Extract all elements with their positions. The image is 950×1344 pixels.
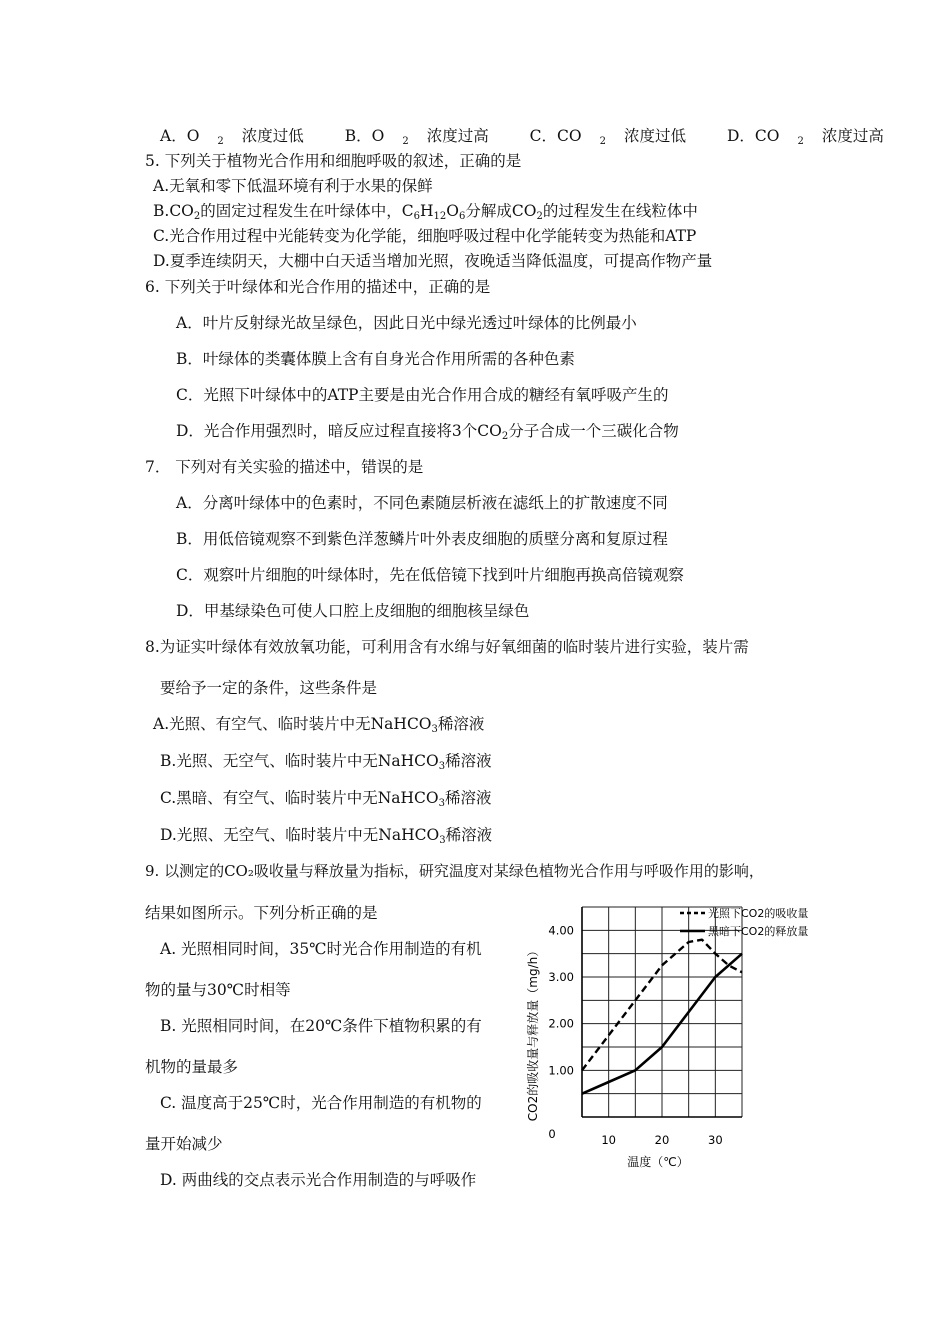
- q9-option-a-line2: 物的量与30℃时相等: [145, 981, 291, 999]
- q6-option-c: C．光照下叶绿体中的ATP主要是由光合作用合成的糖经有氧呼吸产生的: [176, 386, 669, 404]
- q4-options: [160, 126, 920, 152]
- y-tick-label: 1.00: [548, 1063, 574, 1078]
- x-tick-label: 20: [654, 1133, 670, 1147]
- q7-option-b: B．用低倍镜观察不到紫色洋葱鳞片叶外表皮细胞的质壁分离和复原过程: [176, 530, 668, 548]
- q4-option-a: A．O $_2$ 浓度过低: [160, 127, 304, 147]
- q5-option-b: $B.CO_2$的固定过程发生在叶绿体中，$C_6H_{12}O_6$分解成$CO_2$的过程发生在线粒体中: [153, 202, 698, 222]
- x-axis-label: 温度（℃）: [627, 1155, 689, 1169]
- y-axis-label: CO2的吸收量与释放量（mg/h）: [526, 944, 540, 1122]
- x-tick-label: 10: [601, 1133, 616, 1147]
- y-tick-label: 4.00: [548, 923, 574, 938]
- origin-label: 0: [548, 1127, 556, 1141]
- q8-option-a: A.光照、有空气、临时装片中无NaHCO$_3$稀溶液: [153, 715, 485, 735]
- x-tick-label: 30: [708, 1133, 723, 1147]
- q6-option-b: B．叶绿体的类囊体膜上含有自身光合作用所需的各种色素: [176, 350, 575, 368]
- q7-stem: 7． 下列对有关实验的描述中，错误的是: [145, 458, 424, 476]
- q4-option-c: C．CO $_2$ 浓度过低: [529, 127, 686, 147]
- q9-option-c-line2: 量开始减少: [145, 1135, 223, 1153]
- q7-option-c: C．观察叶片细胞的叶绿体时，先在低倍镜下找到叶片细胞再换高倍镜观察: [176, 566, 684, 584]
- q5-option-c: C.光合作用过程中光能转变为化学能，细胞呼吸过程中化学能转变为热能和ATP: [153, 227, 697, 245]
- q9-stem-line1: 9. 以测定的CO₂吸收量与释放量为指标，研究温度对某绿色植物光合作用与呼吸作用的影响，: [145, 862, 764, 880]
- y-tick-label: 3.00: [548, 970, 574, 984]
- q9-stem-line2: 结果如图所示。下列分析正确的是: [145, 904, 378, 922]
- q7-option-a: A．分离叶绿体中的色素时，不同色素随层析液在滤纸上的扩散速度不同: [176, 494, 668, 512]
- q9-option-d-line1: D. 两曲线的交点表示光合作用制造的与呼吸作: [160, 1171, 477, 1189]
- legend-label: 黑暗下CO2的释放量: [708, 925, 809, 938]
- q6-option-d: D．光合作用强烈时，暗反应过程直接将3个$CO_2$分子合成一个三碳化合物: [176, 422, 679, 442]
- q8-stem-line2: 要给予一定的条件，这些条件是: [160, 679, 378, 697]
- q6-option-a: A．叶片反射绿光故呈绿色，因此日光中绿光透过叶绿体的比例最小: [176, 314, 637, 332]
- q9-option-b-line2: 机物的量最多: [145, 1058, 239, 1076]
- q8-option-c: C.黑暗、有空气、临时装片中无NaHCO$_3$稀溶液: [160, 789, 492, 809]
- chart-legend: [680, 906, 808, 938]
- q5-stem: 5. 下列关于植物光合作用和细胞呼吸的叙述，正确的是: [145, 152, 522, 170]
- temperature-co2-chart: [510, 895, 830, 1185]
- q9-option-b-line1: B. 光照相同时间，在20℃条件下植物积累的有: [160, 1017, 482, 1035]
- q5-option-a: A.无氧和零下低温环境有利于水果的保鲜: [153, 177, 433, 195]
- q7-option-d: D．甲基绿染色可使人口腔上皮细胞的细胞核呈绿色: [176, 602, 530, 620]
- q8-option-d: D.光照、无空气、临时装片中无NaHCO$_3$稀溶液: [160, 826, 493, 846]
- legend-label: 光照下CO2的吸收量: [708, 907, 809, 920]
- q9-option-a-line1: A. 光照相同时间，35℃时光合作用制造的有机: [160, 940, 482, 958]
- y-tick-label: 2.00: [548, 1016, 574, 1031]
- q8-stem-line1: 8.为证实叶绿体有效放氧功能，可利用含有水绵与好氧细菌的临时装片进行实验，装片需: [145, 638, 749, 656]
- chart-grid: [582, 907, 742, 1117]
- q6-stem: 6. 下列关于叶绿体和光合作用的描述中，正确的是: [145, 278, 491, 296]
- q4-option-d: D．CO $_2$ 浓度过高: [726, 127, 884, 147]
- q4-option-b: B．O $_2$ 浓度过高: [344, 127, 489, 147]
- q5-option-d: D.夏季连续阴天，大棚中白天适当增加光照，夜晚适当降低温度，可提高作物产量: [153, 252, 713, 270]
- q9-option-c-line1: C. 温度高于25℃时，光合作用制造的有机物的: [160, 1094, 482, 1112]
- q8-option-b: B.光照、无空气、临时装片中无NaHCO$_3$稀溶液: [160, 752, 492, 772]
